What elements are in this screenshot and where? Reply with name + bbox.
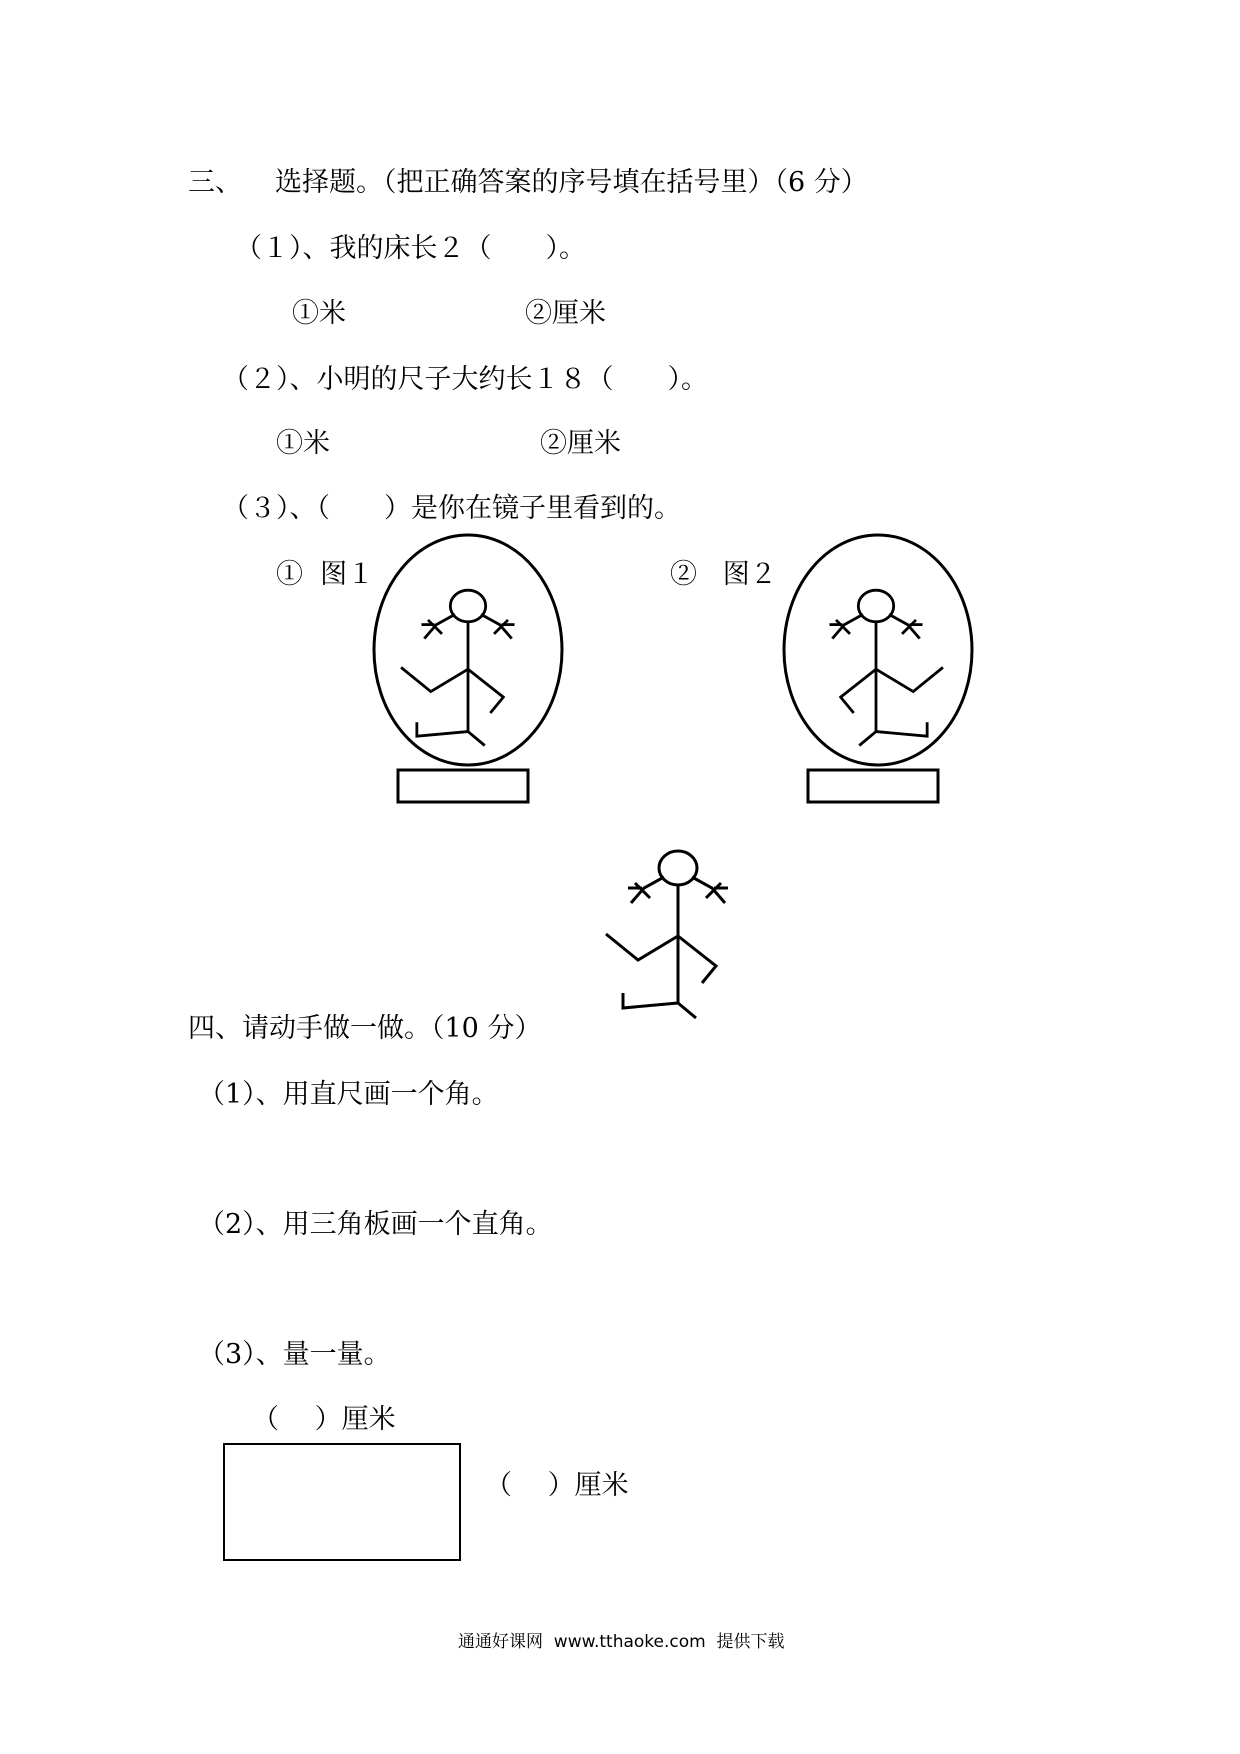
mirror-2 (784, 535, 972, 802)
question-3-option-1-label: ① 图１ (276, 559, 375, 590)
question-1-option-2: ②厘米 (525, 298, 606, 329)
question-3-stem: （３）、（ ）是你在镜子里看到的。 (222, 493, 681, 524)
footer-credit: 通通好课网 www.tthaoke.com 提供下载 (458, 1632, 785, 1652)
measure-rectangle (223, 1443, 461, 1561)
question-1-option-1: ①米 (292, 298, 346, 329)
question-2-stem: （２）、小明的尺子大约长１８（ ）。 (222, 364, 708, 395)
original-figure (606, 851, 728, 1018)
measure-height-blank: （ ）厘米 (485, 1470, 629, 1501)
task-1: （1）、用直尺画一个角。 (198, 1079, 499, 1110)
section4-heading: 四、请动手做一做。（10 分） (188, 1013, 542, 1044)
question-2-option-1: ①米 (276, 428, 330, 459)
task-2: （2）、用三角板画一个直角。 (198, 1209, 553, 1240)
task-3: （3）、量一量。 (198, 1339, 391, 1370)
section3-heading: 选择题。（把正确答案的序号填在括号里）（6 分） (275, 167, 868, 198)
measure-width-blank: （ ）厘米 (252, 1404, 396, 1435)
question-3-option-2-label: ② 图２ (670, 559, 777, 590)
question-2-option-2: ②厘米 (540, 428, 621, 459)
mirror-1 (374, 535, 562, 802)
section3-heading-number: 三、 (188, 167, 242, 198)
question-1-stem: （１）、我的床长２（ ）。 (235, 233, 586, 264)
